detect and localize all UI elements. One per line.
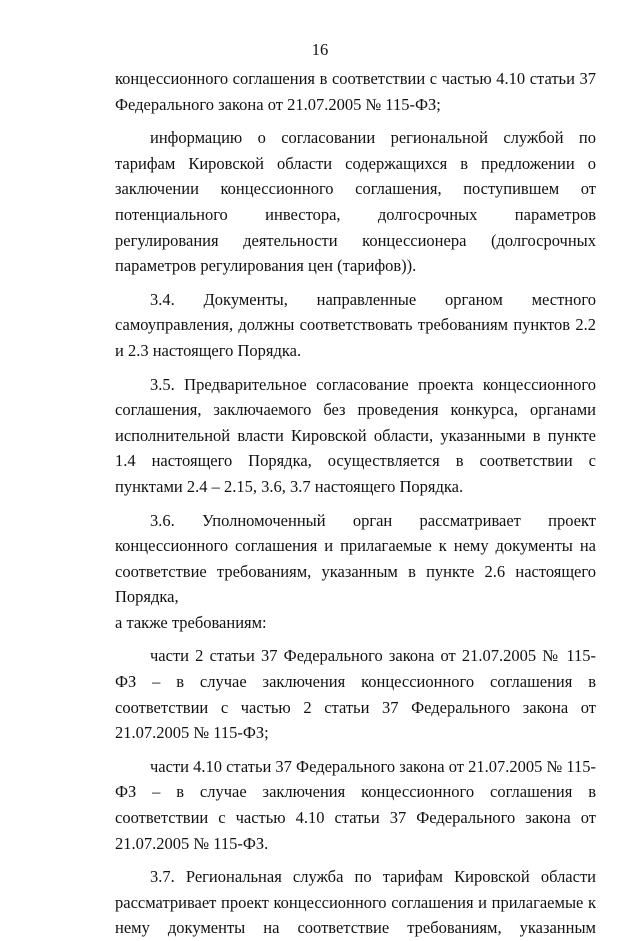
paragraph-3-7: 3.7. Региональная служба по тарифам Кировской области рассматривает проект концессионного соглашения и прилагаемые к нему документы на соответствие требованиям, указанным <box>115 867 596 938</box>
document-body <box>115 66 596 941</box>
paragraph-part-4-10: части 4.10 статьи 37 Федерального закона от 21.07.2005 № 115-ФЗ – в случае заключения концессионного соглашения в соответствии с частью 4.10 статьи 37 Федерального закона от 21.07.2005 № 115-ФЗ. <box>115 756 596 853</box>
paragraph-3-4: 3.4. Документы, направленные органом местного самоуправления, должны соответствовать требованиям пунктов 2.2 и 2.3 настоящего Порядка. <box>115 289 596 360</box>
paragraph-3-6: 3.6. Уполномоченный орган рассматривает проект концессионного соглашения и прилагаемые к нему документы на соответствие требованиям, указанным в пункте 2.6 настоящего Порядка, <box>115 510 596 607</box>
paragraph-part-2: части 2 статьи 37 Федерального закона от 21.07.2005 № 115-ФЗ – в случае заключения концессионного соглашения в соответствии с частью 2 статьи 37 Федерального закона от 21.07.2005 № 115-ФЗ; <box>115 646 596 743</box>
paragraph-3-5: 3.5. Предварительное согласование проекта концессионного соглашения, заключаемого без проведения конкурса, органами исполнительной власти Кировской области, указанными в пункте 1.4 настоящего Порядка, осуществляется в соответствии с пунктами 2.4 – 2.15, 3.6, 3.7 настоящего Порядка. <box>115 374 596 496</box>
paragraph-continuation: концессионного соглашения в соответствии с частью 4.10 статьи 37 Федерального закона от 21.07.2005 № 115-ФЗ; <box>115 69 596 114</box>
paragraph-tariff-info: информацию о согласовании региональной службой по тарифам Кировской области содержащихся в предложении о заключении концессионного соглашения, поступившем от потенциального инвестора, долгосрочных параметров регулирования деятельности концессионера (долгосрочных параметров регулирования цен (тарифов)). <box>115 128 596 276</box>
page-number: 16 <box>311 40 329 59</box>
paragraph-3-6-continuation: а также требованиям: <box>115 612 267 632</box>
